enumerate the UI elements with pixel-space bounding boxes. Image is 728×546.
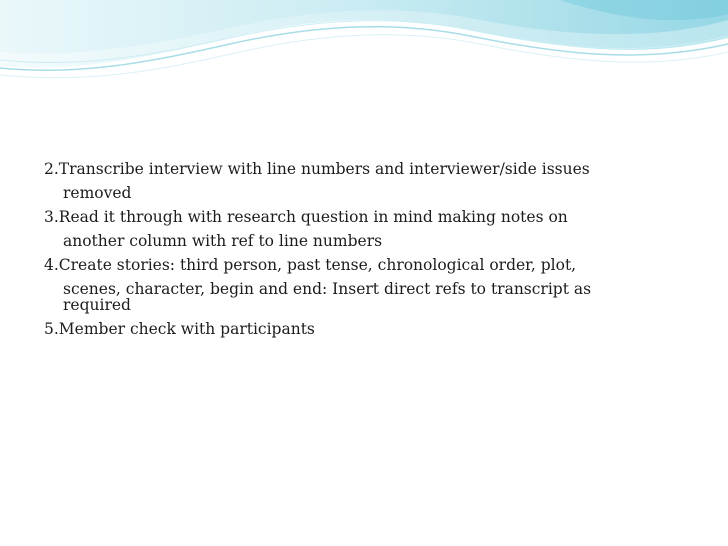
list-item-continuation: scenes, character, begin and end: Insert direct refs to transcript as (63, 280, 592, 298)
list-item-line: 5.Member check with participants (44, 320, 315, 338)
bullet-list (44, 157, 684, 341)
list-item (44, 205, 684, 253)
list-item (44, 253, 684, 314)
list-item-line: 4.Create stories: third person, past tense, chronological order, plot, (44, 256, 577, 274)
wave-header-decoration (0, 0, 728, 110)
list-item-continuation: required (63, 296, 131, 314)
list-item-line: 2.Transcribe interview with line numbers and interviewer/side issues (44, 160, 590, 178)
list-item-line: 3.Read it through with research question in mind making notes on (44, 208, 568, 226)
list-item-continuation: removed (63, 184, 132, 202)
list-item (44, 317, 684, 341)
list-item-continuation: another column with ref to line numbers (63, 232, 383, 250)
list-item (44, 157, 684, 205)
